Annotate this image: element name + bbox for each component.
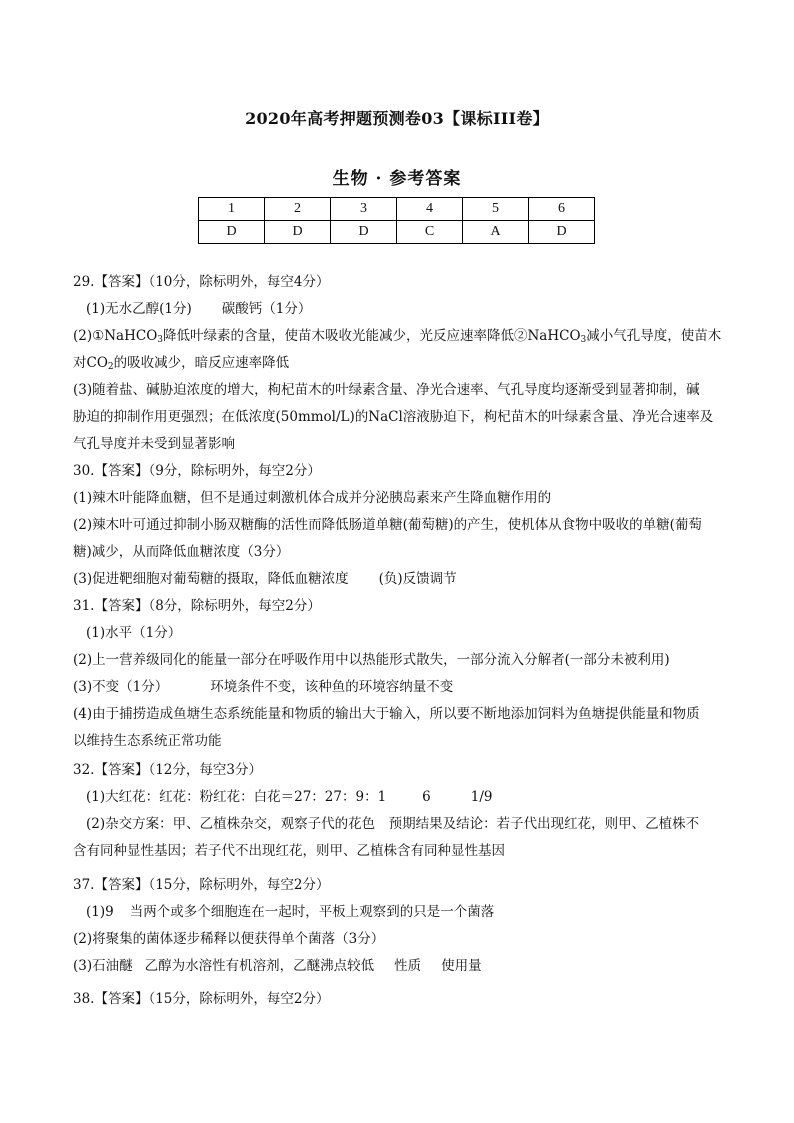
q37-part3 [73,957,733,975]
q31-part2: (2)上一营养级同化的能量一部分在呼吸作用中以热能形式散失，一部分流入分解者(一部分未被利用) [73,652,670,668]
q37-part2: (2)将聚集的菌体逐步稀释以便获得单个菌落（3分） [73,931,385,947]
q31-part1: (1)水平（1分） [86,625,182,641]
q38-heading: 38.【答案】（15分，除标明外，每空2分） [73,991,330,1007]
subscript: 3 [157,335,163,345]
question-number-cell: 6 [529,198,595,221]
q29-part3-line1: (3)随着盐、碱胁迫浓度的增大，枸杞苗木的叶绿素含量、净光合速率、气孔导度均逐渐受到显著抑制，碱 [73,382,700,398]
q37-part3-answer-c: 性质 [394,958,422,974]
q29-part1-answer-b: 碳酸钙（1分） [221,301,312,317]
question-number-cell: 1 [199,198,265,221]
question-number-cell: 2 [265,198,331,221]
q37-part3-answer-b: 乙醇为水溶性有机溶剂，乙醚沸点较低 [144,958,375,974]
q37-part1 [86,903,746,921]
q32-part1-answer-c: 1/9 [470,789,493,805]
q31-part4-line1: (4)由于捕捞造成鱼塘生态系统能量和物质的输出大于输入，所以要不断地添加饲料为鱼塘提供能量和物质 [73,706,700,722]
answer-cell: C [397,221,463,244]
subscript: 3 [580,335,587,345]
q32-part2-line1: (2)杂交方案：甲、乙植株杂交，观察子代的花色 预期结果及结论：若子代出现红花，则甲、乙植株不 [86,816,700,832]
q29-part3-line3: 气孔导度并未受到显著影响 [73,436,235,452]
q37-heading: 37.【答案】（15分，除标明外，每空2分） [73,877,330,893]
q29-part1 [86,300,746,318]
q29-part2-text: 的吸收减少，暗反应速率降低 [113,355,290,371]
page-subtitle: 生物 · 参考答案 [332,169,462,189]
subscript: 2 [107,362,114,372]
q30-part2-line2: 糖)减少，从而降低血糖浓度（3分） [73,544,290,560]
q37-part1-answer-a: (1)9 [86,904,114,920]
q32-part1-answer-b: 6 [422,789,431,805]
q29-part2-text: 降低叶绿素的含量，使苗木吸收光能减少，光反应速率降低②NaHCO [163,328,581,344]
q31-part3 [73,678,733,696]
q30-heading: 30.【答案】（9分，除标明外，每空2分） [73,463,321,479]
answer-table-row-answers [199,221,595,244]
q29-part2-text: 对CO [73,355,108,371]
q32-part1-answer-a: (1)大红花：红花：粉红花：白花＝27：27：9：1 [86,789,387,805]
q37-part3-answer-d: 使用量 [441,958,482,974]
q30-part2-line1: (2)辣木叶可通过抑制小肠双糖酶的活性而降低肠道单糖(葡萄糖)的产生，使机体从食物中吸收的单糖(葡萄 [73,517,702,533]
q29-part1-answer-a: (1)无水乙醇(1分) [86,301,192,317]
q31-part3-answer-a: (3)不变（1分） [73,679,169,695]
q29-part2-text: 减小气孔导度，使苗木 [586,328,722,344]
q30-part3 [73,570,733,588]
q29-part2-line1 [73,327,733,345]
q31-part4-line2: 以维持生态系统正常功能 [73,733,222,749]
q29-part2-text: (2)①NaHCO [73,328,158,344]
page-title: 2020年高考押题预测卷03【课标III卷】 [245,109,549,128]
question-number-cell: 5 [463,198,529,221]
q29-part2-line2 [73,354,733,372]
q30-part3-answer-a: (3)促进靶细胞对葡萄糖的摄取，降低血糖浓度 [73,571,349,587]
answer-cell: D [529,221,595,244]
q37-part1-answer-b: 当两个或多个细胞连在一起时，平板上观察到的只是一个菌落 [129,904,495,920]
q32-part1 [86,788,746,806]
answer-cell: D [331,221,397,244]
answer-cell: D [265,221,331,244]
answer-table [198,197,595,244]
q32-part2-line2: 含有同种显性基因；若子代不出现红花，则甲、乙植株含有同种显性基因 [73,843,505,859]
q37-part3-answer-a: (3)石油醚 [73,958,133,974]
question-number-cell: 3 [331,198,397,221]
q29-heading: 29.【答案】（10分，除标明外，每空4分） [73,274,330,290]
answer-cell: A [463,221,529,244]
q29-part3-line2: 胁迫的抑制作用更强烈；在低浓度(50mmol/L)的NaCl溶液胁迫下，枸杞苗木的叶绿素含量、净光合速率及 [73,409,714,425]
answer-table-row-numbers [199,198,595,221]
q32-heading: 32.【答案】（12分，每空3分） [73,762,262,778]
q31-heading: 31.【答案】（8分，除标明外，每空2分） [73,598,321,614]
q31-part3-answer-b: 环境条件不变，该种鱼的环境容纳量不变 [210,679,454,695]
question-number-cell: 4 [397,198,463,221]
answer-cell: D [199,221,265,244]
q30-part1: (1)辣木叶能降血糖，但不是通过刺激机体合成并分泌胰岛素来产生降血糖作用的 [73,490,552,506]
q30-part3-answer-b: (负)反馈调节 [378,571,457,587]
